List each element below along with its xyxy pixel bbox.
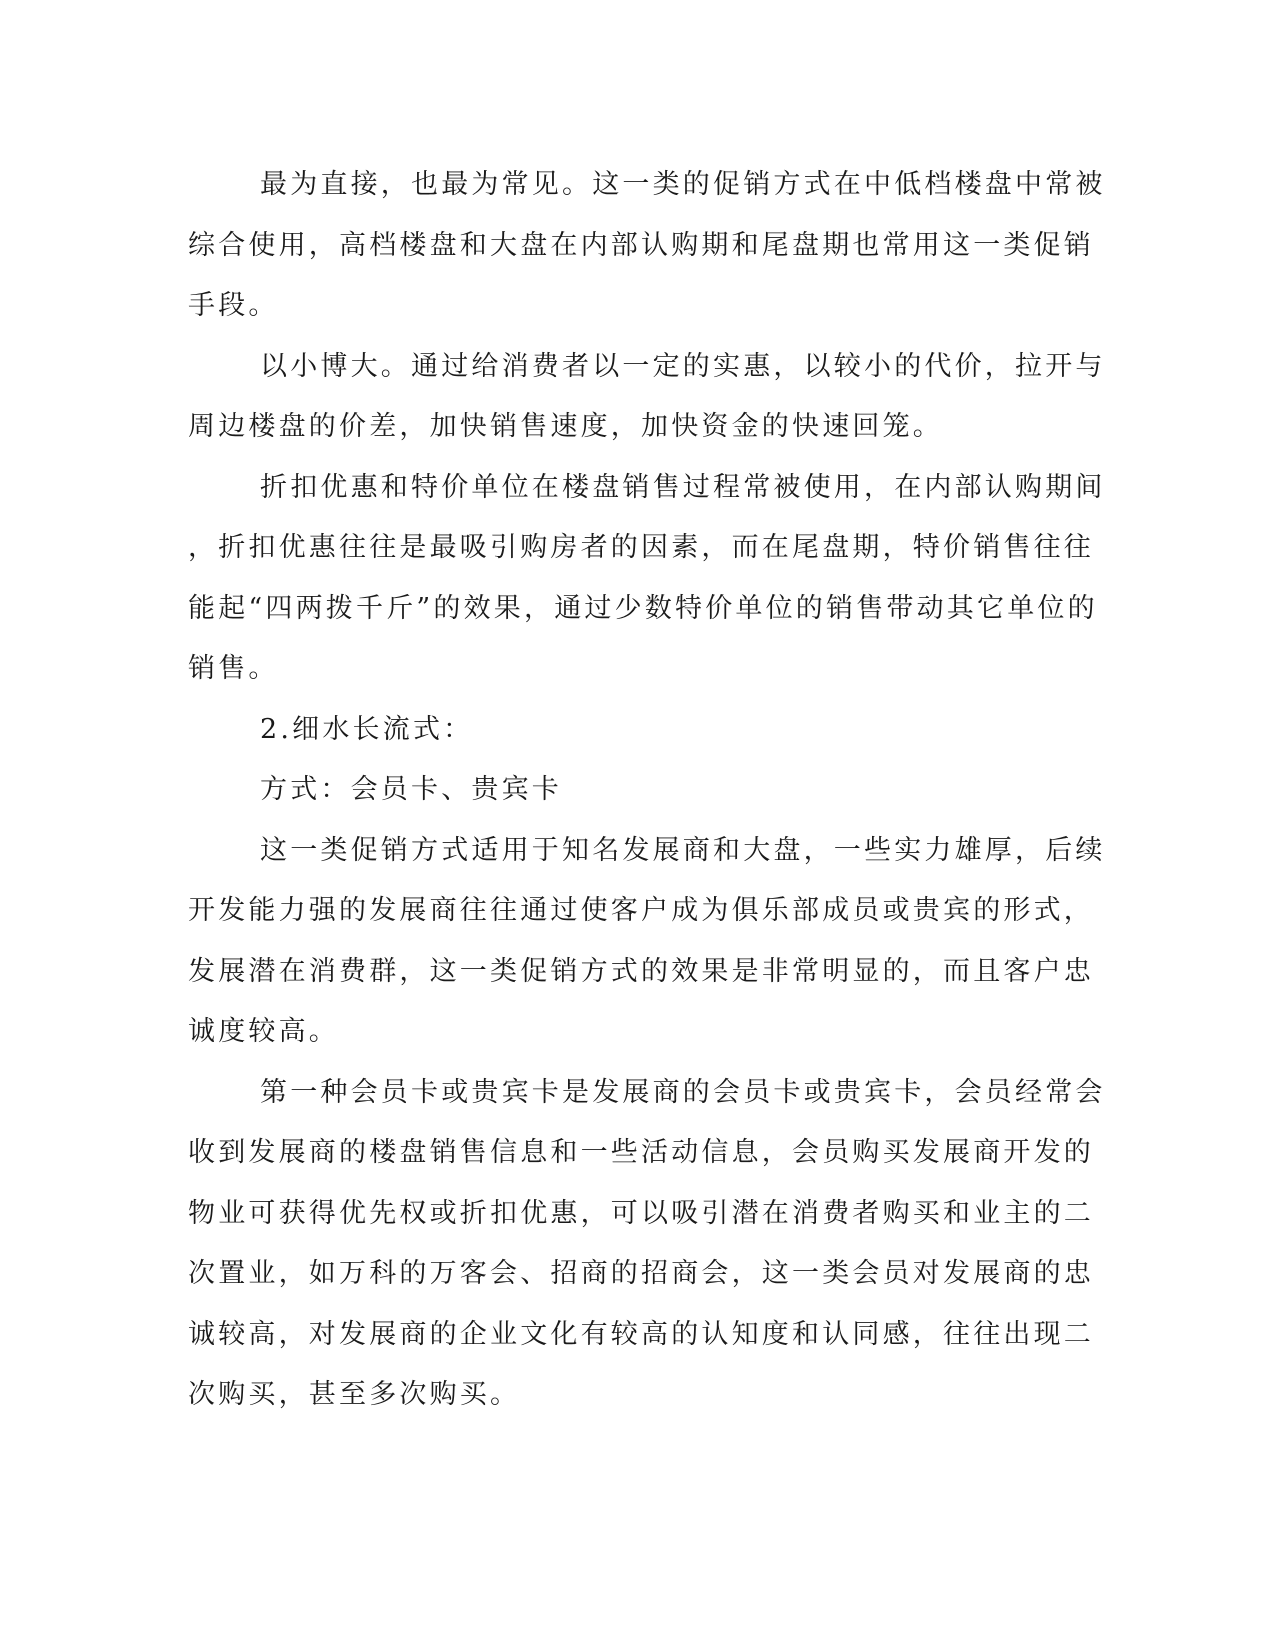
text-line: 收到发展商的楼盘销售信息和一些活动信息，会员购买发展商开发的 — [188, 1137, 1094, 1168]
text-line: 这一类促销方式适用于知名发展商和大盘，一些实力雄厚，后续 — [260, 834, 1106, 866]
text-line: 方式：会员卡、贵宾卡 — [260, 774, 562, 805]
text-line: 最为直接，也最为常见。这一类的促销方式在中低档楼盘中常被 — [260, 169, 1106, 200]
text-line: ，折扣优惠往往是最吸引购房者的因素，而在尾盘期，特价销售往往 — [188, 532, 1094, 563]
text-line: 物业可获得优先权或折扣优惠，可以吸引潜在消费者购买和业主的二 — [188, 1197, 1094, 1229]
text-line: 综合使用，高档楼盘和大盘在内部认购期和尾盘期也常用这一类促销 — [188, 229, 1094, 261]
text-line: 诚度较高。 — [188, 1016, 339, 1047]
text-line: 第一种会员卡或贵宾卡是发展商的会员卡或贵宾卡，会员经常会 — [260, 1076, 1106, 1108]
text-line: 手段。 — [188, 290, 279, 321]
section-heading: 2.细水长流式： — [260, 713, 474, 745]
text-line: 发展潜在消费群，这一类促销方式的效果是非常明显的，而且客户忠 — [188, 955, 1094, 987]
text-line: 以小博大。通过给消费者以一定的实惠，以较小的代价，拉开与 — [260, 350, 1106, 382]
text-line: 次置业，如万科的万客会、招商的招商会，这一类会员对发展商的忠 — [188, 1258, 1094, 1289]
text-line: 能起“四两拨千斤”的效果，通过少数特价单位的销售带动其它单位的 — [188, 592, 1098, 624]
text-line: 周边楼盘的价差，加快销售速度，加快资金的快速回笼。 — [188, 411, 943, 442]
text-line: 开发能力强的发展商往往通过使客户成为俱乐部成员或贵宾的形式， — [188, 895, 1094, 926]
text-line: 诚较高，对发展商的企业文化有较高的认知度和认同感，往往出现二 — [188, 1318, 1094, 1350]
text-line: 销售。 — [188, 653, 279, 684]
text-line: 折扣优惠和特价单位在楼盘销售过程常被使用，在内部认购期间 — [260, 471, 1106, 503]
text-line: 次购买，甚至多次购买。 — [188, 1379, 521, 1410]
body-text — [188, 155, 1106, 1426]
